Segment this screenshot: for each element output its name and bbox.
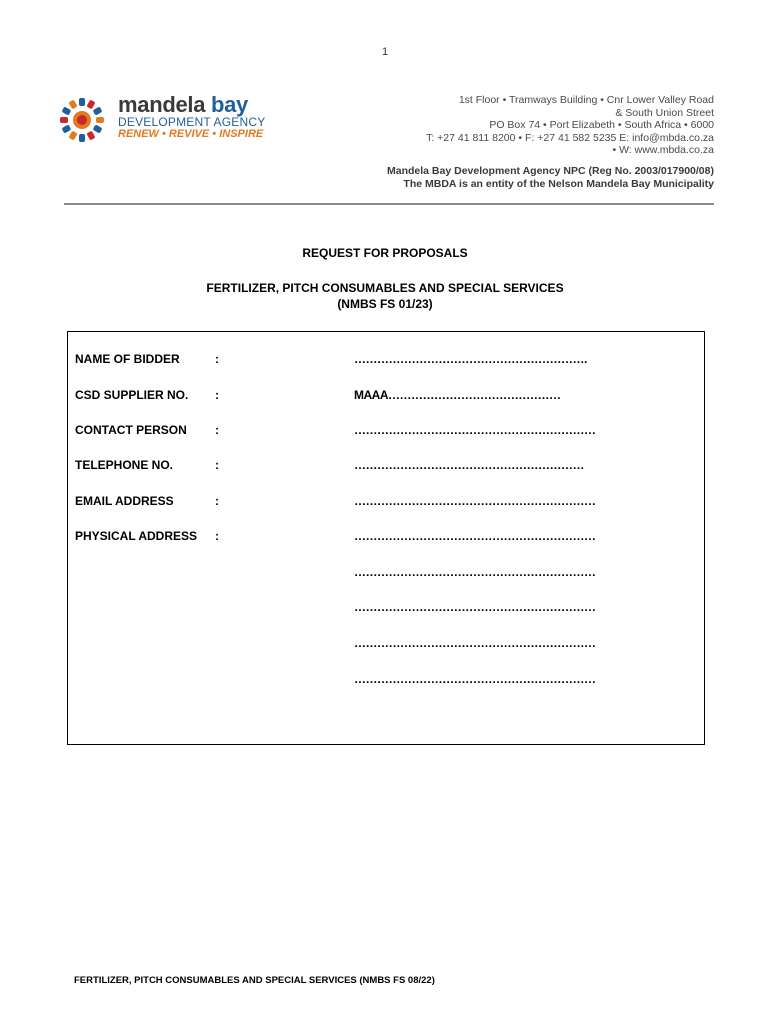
form-field-line[interactable]: ………………………………………………………: [354, 672, 596, 686]
legal-block: [387, 165, 714, 190]
form-label: PHYSICAL ADDRESS: [75, 529, 198, 543]
address-line: & South Union Street: [615, 106, 714, 119]
document-title: REQUEST FOR PROPOSALS: [302, 246, 468, 260]
form-row-address-continued: [68, 600, 704, 618]
form-label: EMAIL ADDRESS: [75, 494, 174, 508]
form-label: TELEPHONE NO.: [75, 458, 174, 472]
form-colon: :: [215, 494, 219, 508]
form-label: CSD SUPPLIER NO.: [75, 388, 189, 402]
form-label: NAME OF BIDDER: [75, 352, 180, 366]
logo-name: [118, 94, 248, 116]
logo-name-part1: mandela: [118, 92, 206, 117]
form-row-address-continued: [68, 636, 704, 654]
form-field-line[interactable]: ……………………………………………………: [354, 458, 584, 472]
form-row-csd-supplier-no: [68, 388, 704, 406]
document-subtitle: FERTILIZER, PITCH CONSUMABLES AND SPECIAL SERVICES: [206, 281, 564, 295]
form-row-physical-address: [68, 529, 704, 547]
form-colon: :: [215, 388, 219, 402]
mbda-logo: [54, 94, 274, 146]
legal-line: Mandela Bay Development Agency NPC (Reg No. 2003/017900/08): [387, 165, 714, 177]
header-divider: [64, 203, 714, 205]
form-field-line[interactable]: ………………………………………………………: [354, 529, 596, 543]
form-field-line[interactable]: ………………………………………………………: [354, 423, 596, 437]
logo-name-part2: bay: [210, 92, 248, 117]
form-field-line[interactable]: MAAA………………………………………: [354, 388, 561, 402]
mbda-emblem-icon: [54, 94, 110, 146]
form-colon: :: [215, 458, 219, 472]
form-row-contact-person: [68, 423, 704, 441]
form-row-address-continued: [68, 672, 704, 690]
bidder-details-form: [67, 331, 705, 745]
address-line: PO Box 74 • Port Elizabeth • South Africa • 6000: [489, 119, 714, 132]
form-colon: :: [215, 423, 219, 437]
logo-subtitle: DEVELOPMENT AGENCY: [118, 115, 266, 129]
address-line: • W: www.mbda.co.za: [612, 144, 714, 157]
form-row-telephone-no: [68, 458, 704, 476]
document-reference: (NMBS FS 01/23): [337, 297, 433, 311]
address-line: T: +27 41 811 8200 • F: +27 41 582 5235 E: info@mbda.co.za: [426, 131, 714, 144]
form-field-line[interactable]: ………………………………………………………: [354, 565, 596, 579]
form-field-line[interactable]: ………………………………………………………: [354, 494, 596, 508]
form-label: CONTACT PERSON: [75, 423, 187, 437]
page-number: 1: [381, 46, 389, 58]
form-field-line[interactable]: …………………………………………………….: [354, 352, 587, 366]
form-colon: :: [215, 529, 219, 543]
form-field-line[interactable]: ………………………………………………………: [354, 600, 596, 614]
form-field-line[interactable]: ………………………………………………………: [354, 636, 596, 650]
form-row-address-continued: [68, 565, 704, 583]
form-row-email-address: [68, 494, 704, 512]
address-line: 1st Floor • Tramways Building • Cnr Lower Valley Road: [458, 94, 714, 106]
logo-tagline: RENEW • REVIVE • INSPIRE: [118, 128, 264, 140]
page-footer: FERTILIZER, PITCH CONSUMABLES AND SPECIAL SERVICES (NMBS FS 08/22): [74, 975, 435, 986]
legal-line: The MBDA is an entity of the Nelson Mandela Bay Municipality: [403, 177, 714, 190]
form-colon: :: [215, 352, 219, 366]
form-row-name-of-bidder: [68, 352, 704, 370]
address-block: [426, 94, 714, 157]
